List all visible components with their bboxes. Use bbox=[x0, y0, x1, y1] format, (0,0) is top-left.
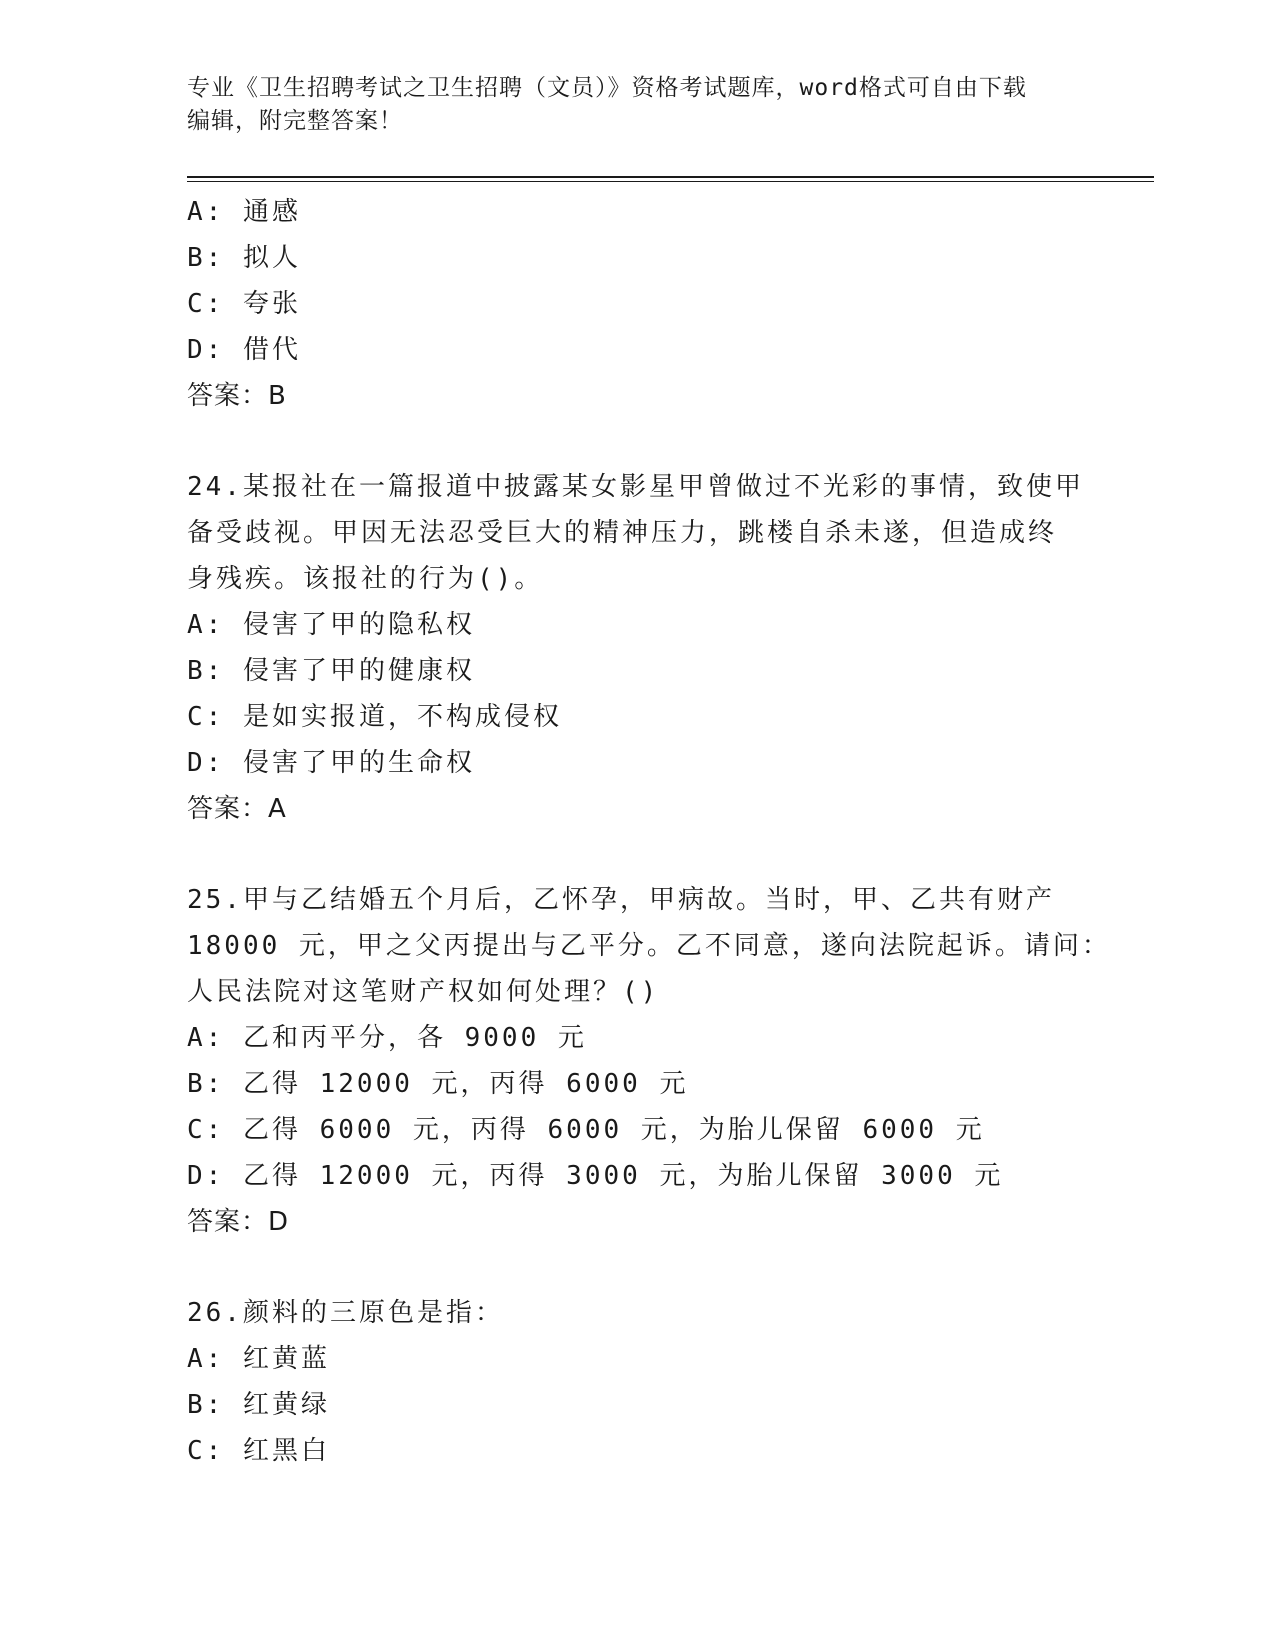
option-d: D: 侵害了甲的生命权 bbox=[187, 748, 475, 778]
option-a: A: 乙和丙平分，各 9000 元 bbox=[187, 1023, 587, 1053]
header-line-1: 专业《卫生招聘考试之卫生招聘（文员）》资格考试题库，word格式可自由下载 bbox=[187, 75, 1027, 101]
question-26 bbox=[187, 1290, 1087, 1474]
option-c: C: 红黑白 bbox=[187, 1436, 330, 1466]
spacer bbox=[187, 419, 1087, 464]
answer: 答案：D bbox=[187, 1207, 290, 1237]
option-b: B: 拟人 bbox=[187, 243, 301, 273]
option-b: B: 乙得 12000 元，丙得 6000 元 bbox=[187, 1069, 689, 1099]
option-d: D: 乙得 12000 元，丙得 3000 元，为胎儿保留 3000 元 bbox=[187, 1161, 1004, 1191]
question-23-continued bbox=[187, 189, 1087, 419]
option-c: C: 乙得 6000 元，丙得 6000 元，为胎儿保留 6000 元 bbox=[187, 1115, 985, 1145]
header-divider bbox=[187, 176, 1154, 178]
option-c: C: 夸张 bbox=[187, 289, 301, 319]
header-line-2: 编辑，附完整答案！ bbox=[187, 108, 403, 134]
question-25 bbox=[187, 877, 1111, 1245]
option-b: B: 侵害了甲的健康权 bbox=[187, 656, 475, 686]
question-text-line: 人民法院对这笔财产权如何处理？() bbox=[187, 977, 660, 1007]
option-a: A: 红黄蓝 bbox=[187, 1344, 330, 1374]
question-text-line: 18000 元，甲之父丙提出与乙平分。乙不同意，遂向法院起诉。请问： bbox=[187, 931, 1111, 961]
question-text-line: 26.颜料的三原色是指： bbox=[187, 1298, 504, 1328]
question-text-line: 身残疾。该报社的行为()。 bbox=[187, 564, 544, 594]
answer: 答案：A bbox=[187, 794, 287, 824]
question-24 bbox=[187, 464, 1087, 832]
question-text-line: 备受歧视。甲因无法忍受巨大的精神压力，跳楼自杀未遂，但造成终 bbox=[187, 518, 1058, 548]
option-c: C: 是如实报道，不构成侵权 bbox=[187, 702, 562, 732]
document-header bbox=[187, 72, 1087, 138]
option-a: A: 侵害了甲的隐私权 bbox=[187, 610, 475, 640]
header-divider-thin bbox=[187, 181, 1154, 182]
option-b: B: 红黄绿 bbox=[187, 1390, 330, 1420]
spacer bbox=[187, 832, 1087, 877]
option-d: D: 借代 bbox=[187, 335, 301, 365]
spacer bbox=[187, 1245, 1087, 1290]
question-list bbox=[187, 189, 1111, 1474]
question-text-line: 25.甲与乙结婚五个月后，乙怀孕，甲病故。当时，甲、乙共有财产 bbox=[187, 885, 1055, 915]
answer: 答案：B bbox=[187, 381, 287, 411]
option-a: A: 通感 bbox=[187, 197, 301, 227]
question-text-line: 24.某报社在一篇报道中披露某女影星甲曾做过不光彩的事情，致使甲 bbox=[187, 472, 1084, 502]
